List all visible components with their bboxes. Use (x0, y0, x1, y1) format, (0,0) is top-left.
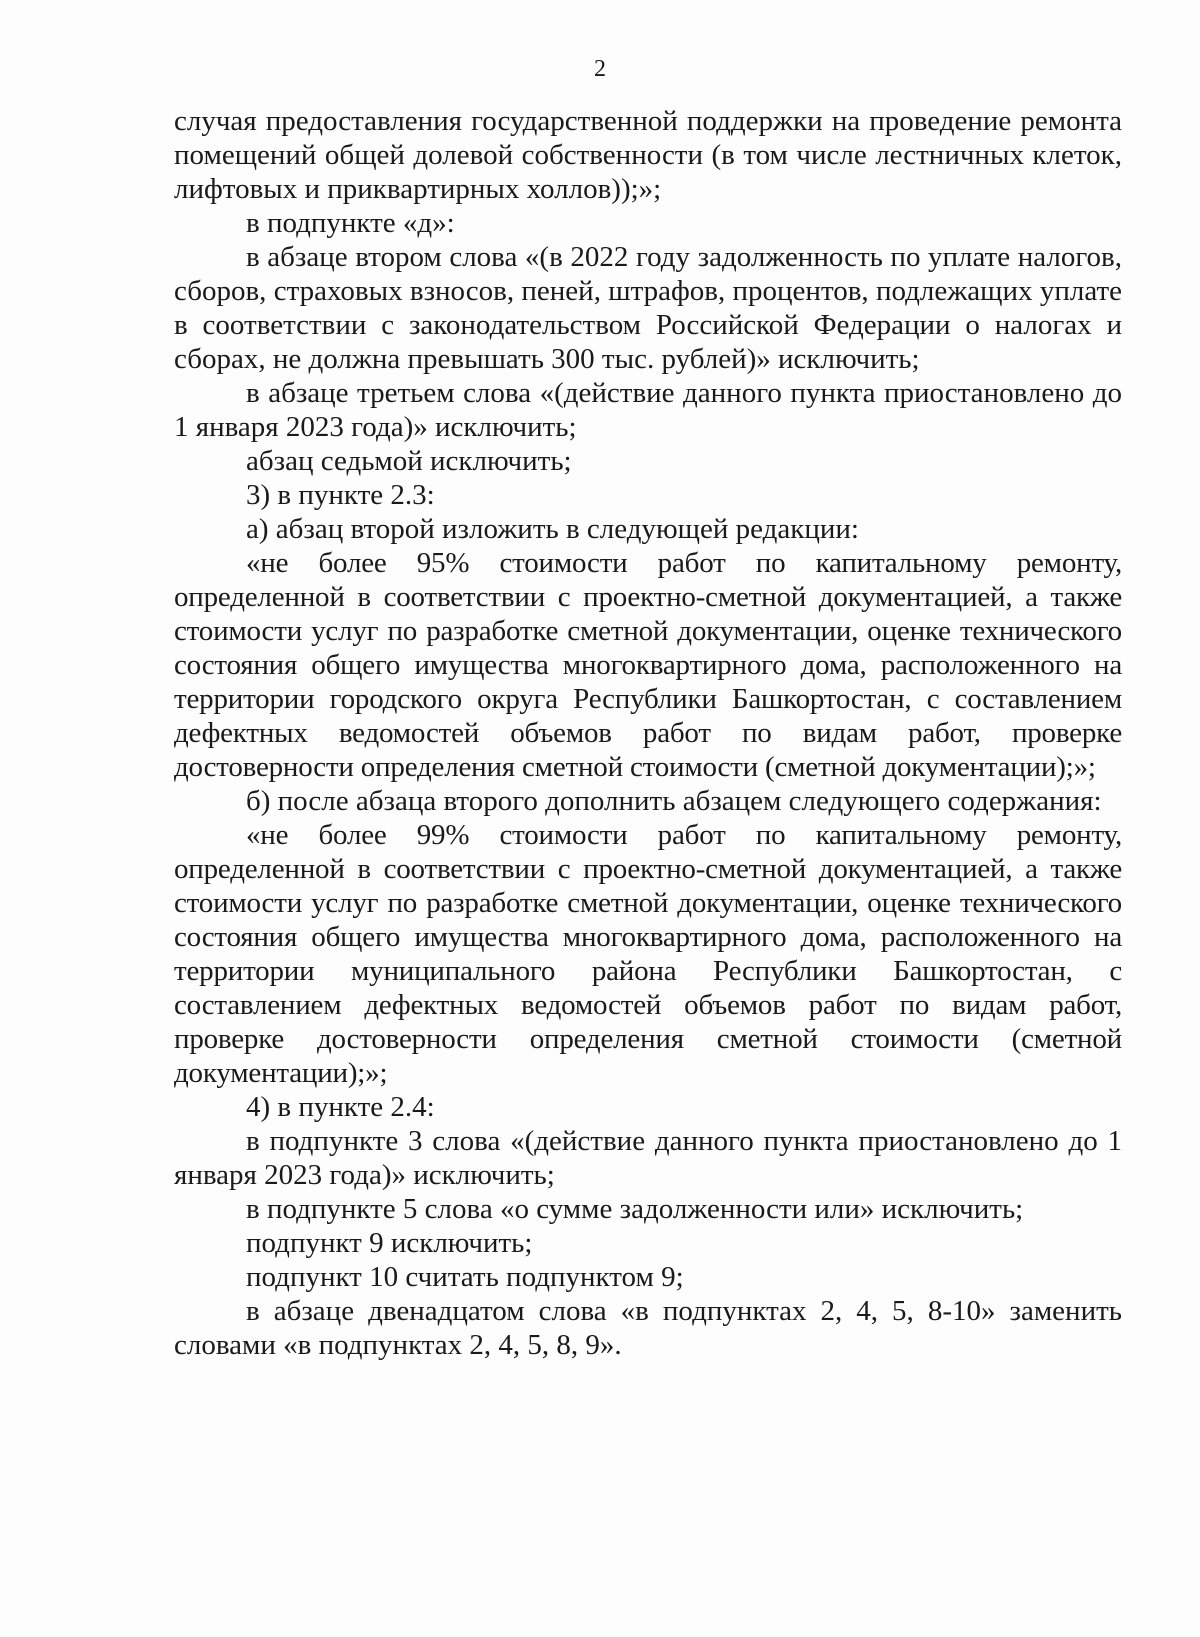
paragraph-11: 4) в пункте 2.4: (246, 1091, 435, 1123)
document-body (174, 104, 1122, 1362)
paragraph-7: а) абзац второй изложить в следующей редакции: (246, 513, 859, 545)
paragraph-5: абзац седьмой исключить; (246, 445, 572, 477)
paragraph-10: «не более 99% стоимости работ по капитальному ремонту, определенной в соответствии с проектно-сметной документацией, а также стоимости услуг по разработке сметной документации, оценке технического состояния общего имущества многоквартирного дома, расположенного на территории муниципального района Республики Башкортостан, с составлением дефектных ведомостей объемов работ по видам работ, проверке достоверности определения сметной стоимости (сметной документации);»; (174, 819, 1122, 1089)
page-number: 2 (594, 56, 606, 82)
paragraph-2: в подпункте «д»: (246, 207, 455, 239)
paragraph-14: подпункт 9 исключить; (246, 1227, 533, 1259)
paragraph-13: в подпункте 5 слова «о сумме задолженности или» исключить; (246, 1193, 1024, 1225)
paragraph-9: б) после абзаца второго дополнить абзацем следующего содержания: (246, 785, 1102, 817)
paragraph-1: случая предоставления государственной поддержки на проведение ремонта помещений общей долевой собственности (в том числе лестничных клеток, лифтовых и приквартирных холлов));»; (174, 105, 1122, 205)
paragraph-8: «не более 95% стоимости работ по капитальному ремонту, определенной в соответствии с проектно-сметной документацией, а также стоимости услуг по разработке сметной документации, оценке технического состояния общего имущества многоквартирного дома, расположенного на территории городского округа Республики Башкортостан, с составлением дефектных ведомостей объемов работ по видам работ, проверке достоверности определения сметной стоимости (сметной документации);»; (174, 547, 1122, 783)
paragraph-6: 3) в пункте 2.3: (246, 479, 435, 511)
paragraph-3: в абзаце втором слова «(в 2022 году задолженность по уплате налогов, сборов, страховых взносов, пеней, штрафов, процентов, подлежащих уплате в соответствии с законодательством Российской Федерации о налогах и сборах, не должна превышать 300 тыс. рублей)» исключить; (174, 241, 1122, 375)
paragraph-16: в абзаце двенадцатом слова «в подпунктах 2, 4, 5, 8-10» заменить словами «в подпунктах 2, 4, 5, 8, 9». (174, 1295, 1122, 1361)
paragraph-12: в подпункте 3 слова «(действие данного пункта приостановлено до 1 января 2023 года)» исключить; (174, 1125, 1122, 1191)
paragraph-4: в абзаце третьем слова «(действие данного пункта приостановлено до 1 января 2023 года)» исключить; (174, 377, 1122, 443)
paragraph-15: подпункт 10 считать подпунктом 9; (246, 1261, 684, 1293)
